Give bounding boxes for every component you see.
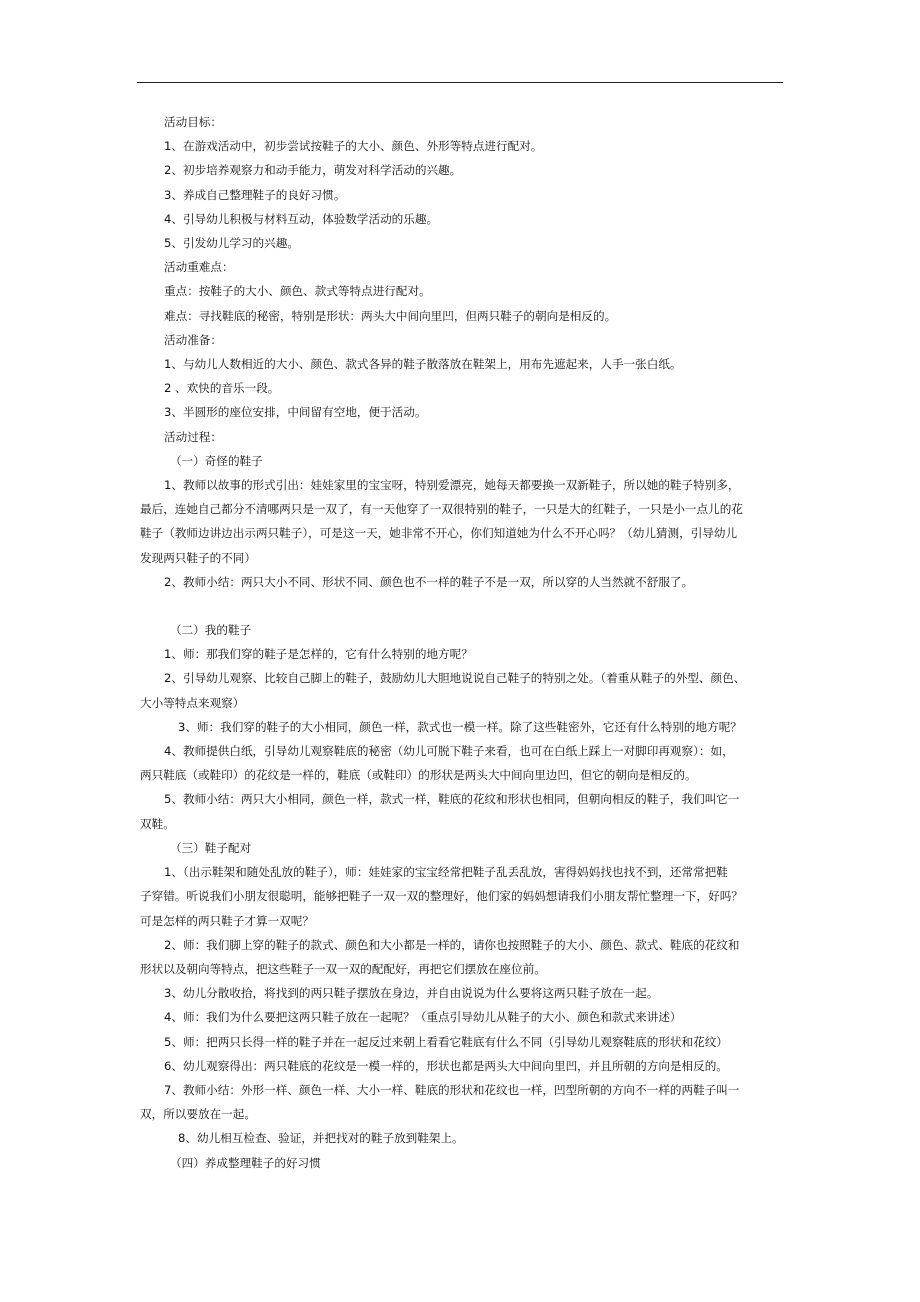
goal-item: 3、养成自己整理鞋子的良好习惯。 xyxy=(164,187,346,202)
section-title: （一）奇怪的鞋子 xyxy=(170,453,263,468)
paragraph-line: 4、教师提供白纸，引导幼儿观察鞋底的秘密（幼儿可脱下鞋子来看，也可在白纸上踩上一对脚印再观察）：如， xyxy=(164,744,734,759)
prep-item: 3、半圆形的座位安排，中间留有空地，便于活动。 xyxy=(164,405,427,420)
header-rule xyxy=(137,82,783,83)
paragraph-line: 7、教师小结：外形一样、颜色一样、大小一样、鞋底的形状和花纹也一样，凹型所朝的方向不一样的两鞋子叫一 xyxy=(164,1082,740,1097)
paragraph-line: 鞋子（教师边讲边出示两只鞋子），可是这一天，她非常不开心，你们知道她为什么不开心吗？（幼儿猜测，引导幼儿 xyxy=(140,526,738,541)
prep-item: 1、与幼儿人数相近的大小、颜色、款式各异的鞋子散落放在鞋架上，用布先遮起来，人手一张白纸。 xyxy=(164,357,682,372)
document-body xyxy=(140,110,788,1175)
key-heading: 活动重难点： xyxy=(164,260,234,275)
paragraph-line: 2、引导幼儿观察、比较自己脚上的鞋子，鼓励幼儿大胆地说说自己鞋子的特别之处。（着重从鞋子的外型、颜色、 xyxy=(164,671,746,686)
paragraph-line: 5、教师小结：两只大小相同，颜色一样，款式一样，鞋底的花纹和形状也相同，但朝向相反的鞋子，我们叫它一 xyxy=(164,792,740,807)
paragraph-line: 2、教师小结：两只大小不同、形状不同、颜色也不一样的鞋子不是一双，所以穿的人当然就不舒服了。 xyxy=(164,574,694,589)
paragraph-line: 双鞋。 xyxy=(140,816,175,831)
section-title: （二）我的鞋子 xyxy=(170,623,252,638)
prep-heading: 活动准备： xyxy=(164,332,222,347)
paragraph-line: 大小等特点来观察） xyxy=(140,695,245,710)
process-heading: 活动过程： xyxy=(164,429,222,444)
paragraph-line: 1、（出示鞋架和随处乱放的鞋子），师：娃娃家的宝宝经常把鞋子乱丢乱放，害得妈妈找也找不到，还常常把鞋 xyxy=(164,865,728,880)
section-title: （四）养成整理鞋子的好习惯 xyxy=(170,1155,321,1170)
paragraph-line: 发现两只鞋子的不同） xyxy=(140,550,256,565)
paragraph-line: 1、师：那我们穿的鞋子是怎样的，它有什么特别的地方呢？ xyxy=(164,647,473,662)
goals-heading: 活动目标： xyxy=(164,115,222,129)
goal-item: 4、引导幼儿积极与材料互动，体验数学活动的乐趣。 xyxy=(164,211,439,226)
paragraph-line: 1、教师以故事的形式引出：娃娃家里的宝宝呀，特别爱漂亮，她每天都要换一双新鞋子，所以她的鞋子特别多， xyxy=(164,478,740,493)
paragraph-line: 子穿错。听说我们小朋友很聪明，能够把鞋子一双一双的整理好，他们家的妈妈想请我们小朋友帮忙整理一下，好吗？ xyxy=(140,889,743,904)
paragraph-line: 最后，连她自己都分不清哪两只是一双了，有一天他穿了一双很特别的鞋子，一只是大的红鞋子，一只是小一点儿的花 xyxy=(140,502,743,517)
paragraph-line: 8、幼儿相互检查、验证，并把找对的鞋子放到鞋架上。 xyxy=(178,1131,464,1146)
paragraph-line: 双，所以要放在一起。 xyxy=(140,1107,256,1122)
paragraph-line: 4、师：我们为什么要把这两只鞋子放在一起呢？（重点引导幼儿从鞋子的大小、颜色和款式来讲述） xyxy=(164,1010,682,1025)
prep-item: 2 、欢快的音乐一段。 xyxy=(164,381,280,396)
paragraph-line: 可是怎样的两只鞋子才算一双呢？ xyxy=(140,913,314,928)
paragraph-line: 两只鞋底（或鞋印）的花纹是一样的，鞋底（或鞋印）的形状是两头大中间向里边凹，但它的朝向是相反的。 xyxy=(140,768,697,783)
section-title: （三）鞋子配对 xyxy=(170,840,252,855)
goal-item: 5、引发幼儿学习的兴趣。 xyxy=(164,236,299,251)
blank-line xyxy=(140,594,788,618)
paragraph-line: 5、师：把两只长得一样的鞋子并在一起反过来朝上看看它鞋底有什么不同（引导幼儿观察鞋底的形状和花纹） xyxy=(164,1034,728,1049)
paragraph-line: 2、师：我们脚上穿的鞋子的款式、颜色和大小都是一样的，请你也按照鞋子的大小、颜色、款式、鞋底的花纹和 xyxy=(164,937,740,952)
goal-item: 2、初步培养观察力和动手能力，萌发对科学活动的兴趣。 xyxy=(164,163,462,178)
goal-item: 1、在游戏活动中，初步尝试按鞋子的大小、颜色、外形等特点进行配对。 xyxy=(164,139,543,154)
key-point: 重点：按鞋子的大小、颜色、款式等特点进行配对。 xyxy=(164,284,431,299)
paragraph-line: 形状以及朝向等特点，把这些鞋子一双一双的配配好，再把它们摆放在座位前。 xyxy=(140,961,546,976)
paragraph-line: 3、师：我们穿的鞋子的大小相同，颜色一样，款式也一模一样。除了这些鞋密外，它还有什么特别的地方呢？ xyxy=(178,719,742,734)
paragraph-line: 3、幼儿分散收拾，将找到的两只鞋子摆放在身边，并自由说说为什么要将这两只鞋子放在一起。 xyxy=(164,986,659,1001)
paragraph-line: 6、幼儿观察得出：两只鞋底的花纹是一模一样的，形状也都是两头大中间向里凹，并且所朝的方向是相反的。 xyxy=(164,1058,728,1073)
difficult-point: 难点：寻找鞋底的秘密，特别是形状：两头大中间向里凹，但两只鞋子的朝向是相反的。 xyxy=(164,308,617,323)
